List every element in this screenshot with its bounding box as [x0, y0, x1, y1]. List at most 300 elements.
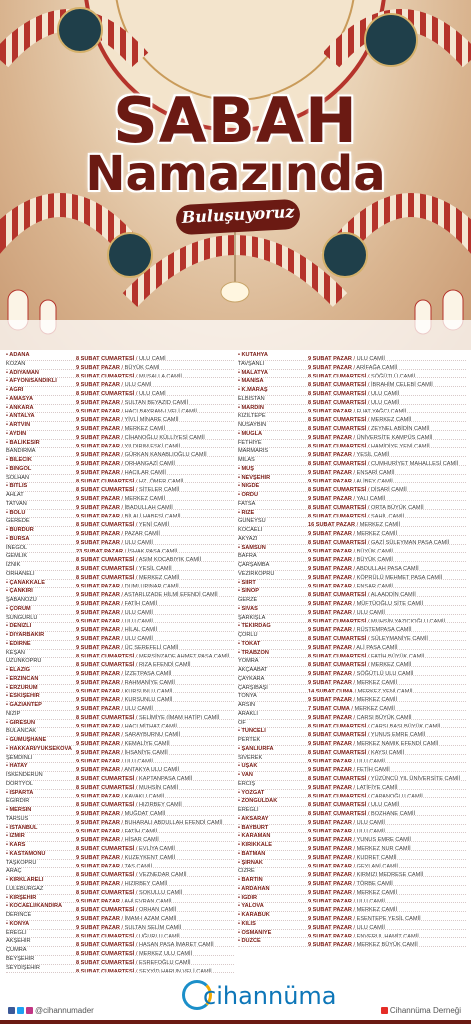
event-city: CİZRE	[238, 868, 255, 875]
event-separator: /	[351, 495, 357, 501]
event-separator: /	[119, 399, 125, 405]
event-date: 9 ŞUBAT PAZAR	[308, 478, 352, 484]
event-date: 9 ŞUBAT PAZAR	[76, 382, 120, 387]
instagram-icon	[26, 1007, 33, 1014]
event-date: 9 ŞUBAT PAZAR	[76, 539, 120, 545]
event-city: İNEGÖL	[6, 544, 28, 551]
event-date: 9 ŞUBAT PAZAR	[76, 767, 120, 772]
event-mosque: KEMALİYE CAMİİ	[124, 740, 170, 746]
event-separator: /	[351, 557, 357, 562]
event-city: VEZİRKÖPRÜ	[238, 570, 275, 577]
event-city: İZNİK	[6, 562, 21, 568]
event-row	[6, 588, 234, 597]
event-city: ARSİN	[238, 702, 256, 708]
event-date: 8 ŞUBAT CUMARTESİ	[308, 460, 367, 466]
event-date: 8 ŞUBAT CUMARTESİ	[308, 635, 367, 641]
event-date: 8 ŞUBAT CUMARTESİ	[308, 793, 367, 799]
event-city: ÇUMRA	[6, 947, 27, 953]
event-mosque: ABDULLAH PAŞA CAMİİ	[356, 565, 419, 571]
event-separator: /	[366, 382, 371, 387]
event-separator: /	[366, 653, 371, 659]
event-separator: /	[366, 732, 371, 737]
youtube-channel[interactable]	[381, 1006, 461, 1015]
event-mosque: ULU CAMİİ	[124, 635, 153, 641]
event-row	[238, 545, 466, 554]
event-separator: /	[119, 627, 125, 632]
event-separator: /	[351, 784, 357, 790]
event-row	[238, 492, 466, 501]
event-city: • KİLİS	[238, 920, 256, 927]
event-separator: /	[351, 600, 357, 606]
event-city: ŞEMDİNLİ	[6, 754, 33, 761]
event-date: 9 ŞUBAT PAZAR	[308, 469, 352, 475]
event-city: SOLHAN	[6, 474, 30, 481]
event-city: • HAKKARİ/YÜKSEKOVA	[6, 745, 72, 752]
event-mosque: ASIM KOCABIYIK CAMİİ	[138, 557, 202, 562]
event-separator: /	[119, 828, 125, 834]
event-row	[6, 623, 234, 632]
event-city: • ESKİŞEHİR	[6, 693, 40, 700]
social-handle[interactable]	[8, 1006, 94, 1015]
youtube-channel-text: Cihannüma Derneği	[389, 1006, 461, 1015]
event-date: 9 ŞUBAT PAZAR	[308, 907, 352, 912]
event-separator: /	[119, 793, 125, 799]
event-mosque: ASTARLIZADE HİLMİ EFENDİ CAMİİ	[124, 592, 218, 597]
event-mosque: İMAM-I AZAM CAMİİ	[124, 915, 177, 921]
event-date: 9 ŞUBAT PAZAR	[308, 583, 352, 589]
event-mosque: ŞAHİL CAMİİ	[371, 513, 405, 519]
event-city: LÜLEBURGAZ	[6, 885, 44, 892]
event-date: 8 ŞUBAT CUMARTESİ	[308, 732, 367, 737]
event-separator: /	[351, 933, 357, 939]
event-city: • MUŞ	[238, 465, 254, 472]
footer-bar	[0, 1020, 471, 1024]
event-date: 9 ŞUBAT PAZAR	[76, 732, 120, 737]
event-row	[6, 763, 234, 772]
event-city: EĞİRDİR	[6, 798, 30, 805]
event-city: • KIRŞEHİR	[6, 894, 37, 901]
event-date: 8 ŞUBAT CUMARTESİ	[76, 942, 135, 947]
event-city: • K.MARAŞ	[238, 387, 268, 393]
event-row	[6, 606, 234, 615]
event-date: 9 ŞUBAT PAZAR	[308, 898, 352, 904]
event-mosque: KAPTANPAŞA CAMİİ	[139, 775, 193, 781]
event-city: FETHİYE	[238, 439, 262, 446]
event-row	[6, 886, 234, 895]
event-row	[238, 685, 466, 694]
event-city: TAŞKÖPRÜ	[6, 859, 37, 866]
event-row	[6, 956, 234, 965]
event-mosque: ÇARŞI BÜYÜK CAMİİ	[356, 714, 412, 720]
event-separator: /	[351, 714, 357, 720]
event-row	[238, 851, 466, 860]
event-date: 9 ŞUBAT PAZAR	[76, 627, 120, 632]
event-row	[6, 693, 234, 702]
event-date: 9 ŞUBAT PAZAR	[308, 872, 352, 877]
event-date: 9 ŞUBAT PAZAR	[76, 452, 120, 457]
event-date: 9 ŞUBAT PAZAR	[76, 583, 120, 589]
event-date: 8 ŞUBAT CUMARTESİ	[76, 653, 135, 659]
event-row	[238, 903, 466, 912]
event-separator: /	[119, 863, 125, 869]
event-separator: /	[119, 452, 125, 457]
event-mosque: İBADULLAH CAMİİ	[124, 504, 173, 510]
event-separator: /	[352, 688, 358, 694]
event-row	[238, 632, 466, 641]
event-row	[6, 903, 234, 912]
event-mosque: ENSAR CAMİİ	[356, 583, 393, 589]
event-date: 9 ŞUBAT PAZAR	[308, 819, 352, 825]
event-mosque: MERSİNZADE AHMET PAŞA CAMİİ	[139, 653, 230, 659]
event-city: • ARTVİN	[6, 422, 31, 428]
event-separator: /	[119, 810, 125, 816]
event-mosque: ULU CAMİİ	[356, 898, 385, 904]
event-row	[238, 378, 466, 387]
event-city: • TRABZON	[238, 649, 269, 656]
event-city: AHLAT	[6, 492, 24, 498]
event-mosque: MERKEZ CAMİİ	[359, 522, 401, 527]
event-mosque: SEYYİD HARUN VELİ CAMİİ	[139, 968, 212, 974]
event-row	[238, 842, 466, 851]
event-date: 9 ŞUBAT PAZAR	[308, 837, 352, 842]
event-city: • MALATYA	[238, 369, 268, 376]
event-date: 8 ŞUBAT CUMARTESİ	[308, 504, 367, 510]
event-row	[238, 536, 466, 545]
event-row	[6, 396, 234, 405]
event-date: 9 ŞUBAT PAZAR	[76, 469, 120, 475]
event-city: KOZAN	[6, 360, 26, 367]
event-date: 8 ŞUBAT CUMARTESİ	[76, 714, 135, 720]
event-city: • BALIKESİR	[6, 439, 40, 446]
event-mosque: FUAT YAĞCI CAMİİ	[356, 408, 407, 414]
event-city: • SİNOP	[238, 588, 259, 595]
event-city: • ERZİNCAN	[6, 675, 39, 682]
event-city: SİVEREK	[238, 754, 263, 761]
event-date: 23 ŞUBAT PAZAR	[76, 548, 124, 554]
event-row	[238, 387, 466, 396]
event-date: 9 ŞUBAT PAZAR	[308, 670, 352, 676]
event-city: ÇARŞIBAŞI	[238, 684, 268, 691]
event-mosque: MUHSİN YAZICIOĞLU CAMİİ	[371, 618, 446, 624]
event-city: • ZONGULDAK	[238, 798, 278, 805]
event-separator: /	[134, 775, 139, 781]
event-mosque: RAHMANİYE CAMİİ	[124, 679, 175, 685]
event-row	[6, 947, 234, 956]
event-date: 8 ŞUBAT CUMARTESİ	[76, 355, 135, 361]
event-row	[238, 553, 466, 562]
event-mosque: TÖRBE CAMİİ	[356, 880, 393, 886]
event-city: • MANİSA	[238, 378, 264, 385]
event-mosque: BUHARALI ABDULLAH EFENDİ CAMİİ	[124, 819, 223, 825]
event-mosque: SELİMİYE (İMAM HATİP) CAMİİ	[139, 714, 220, 720]
event-city: • AYDIN	[6, 430, 27, 437]
event-city: • AMASYA	[6, 395, 34, 402]
event-date: 8 ŞUBAT CUMARTESİ	[308, 775, 367, 781]
event-city: GEREDE	[6, 518, 30, 525]
event-mosque: HACILAR CAMİİ	[124, 469, 166, 475]
event-city: ARAÇ	[6, 868, 22, 875]
event-separator: /	[351, 670, 357, 676]
event-date: 8 ŞUBAT CUMARTESİ	[308, 417, 367, 422]
event-city: • KARS	[6, 842, 26, 848]
event-separator: /	[351, 854, 357, 860]
event-mosque: YALI CAMİİ	[356, 495, 386, 501]
event-city: • OSMANİYE	[238, 929, 272, 936]
event-date: 8 ŞUBAT CUMARTESİ	[76, 478, 135, 484]
event-mosque: ÇAPANOĞLU CAMİİ	[371, 793, 423, 799]
event-row	[6, 842, 234, 851]
event-separator: /	[351, 872, 357, 877]
event-separator: /	[366, 460, 371, 466]
event-mosque: YEŞİL CAMİİ	[138, 565, 172, 571]
event-city: EREĞLİ	[238, 807, 259, 813]
event-separator: /	[119, 723, 125, 729]
event-row	[6, 413, 234, 422]
event-city: • BATMAN	[238, 850, 266, 857]
event-row	[238, 413, 466, 422]
event-separator: /	[351, 627, 357, 632]
event-mosque: ULU CAMİİ	[124, 539, 153, 545]
event-date: 9 ŞUBAT PAZAR	[76, 618, 120, 624]
event-city: • MARDİN	[238, 404, 264, 411]
event-mosque: KAYSI CAMİİ	[371, 749, 405, 755]
event-row	[6, 641, 234, 650]
event-city: TONYA	[238, 693, 257, 700]
event-separator: /	[366, 539, 371, 545]
event-date: 9 ŞUBAT PAZAR	[76, 697, 120, 702]
event-date: 8 ŞUBAT CUMARTESİ	[308, 749, 367, 755]
event-date: 8 ŞUBAT CUMARTESİ	[308, 539, 367, 545]
event-date: 8 ŞUBAT CUMARTESİ	[76, 907, 135, 912]
event-date: 9 ŞUBAT PAZAR	[308, 889, 352, 895]
event-city: • ANTALYA	[6, 413, 35, 420]
event-list	[6, 352, 466, 974]
event-mosque: MERKEZ CAMİİ	[371, 417, 412, 422]
event-city: • ŞIRNAK	[238, 859, 263, 866]
event-row	[238, 483, 466, 492]
event-separator: /	[119, 495, 125, 501]
event-date: 8 ŞUBAT CUMARTESİ	[76, 373, 135, 379]
event-date: 9 ŞUBAT PAZAR	[76, 810, 120, 816]
event-date: 8 ŞUBAT CUMARTESİ	[308, 810, 367, 816]
event-separator: /	[366, 592, 371, 597]
event-separator: /	[134, 942, 139, 947]
event-separator: /	[366, 775, 371, 781]
event-mosque: MERKEZ YENİ CAMİİ	[357, 688, 413, 694]
event-row	[6, 667, 234, 676]
event-mosque: ULU CAMİİ	[124, 705, 153, 711]
event-city: SEYDİŞEHİR	[6, 964, 40, 971]
subtitle-bulusuyoruz: Buluşuyoruz	[181, 202, 295, 227]
event-date: 9 ŞUBAT PAZAR	[308, 714, 352, 720]
event-date: 8 ŞUBAT CUMARTESİ	[76, 950, 135, 956]
event-date: 8 ŞUBAT CUMARTESİ	[308, 723, 367, 729]
event-mosque: SULTAN BEYAZID CAMİİ	[124, 399, 188, 405]
event-mosque: ULU CAMİ	[139, 355, 166, 361]
event-city: • ADIYAMAN	[6, 369, 39, 376]
event-date: 8 ŞUBAT CUMARTESİ	[76, 959, 135, 965]
event-city: • EDİRNE	[6, 640, 31, 647]
event-date: 8 ŞUBAT CUMARTESİ	[76, 565, 135, 571]
event-mosque: SÜLEYMANİYE CAMİİ	[371, 635, 428, 641]
event-separator: /	[119, 417, 125, 422]
event-city: KEŞAN	[6, 649, 25, 656]
event-city: • KARABÜK	[238, 912, 270, 918]
event-city: ÇARŞAMBA	[238, 562, 270, 568]
event-row	[238, 405, 466, 414]
event-mosque: ÜÇ ŞEREFELİ CAMİİ	[124, 644, 179, 650]
event-mosque: YİVLİ MİNARE CAMİİ	[124, 417, 179, 422]
event-row	[238, 693, 466, 702]
event-city: ELBİSTAN	[238, 395, 265, 402]
event-city: • İSTANBUL	[6, 824, 38, 831]
event-mosque: AHİ EVRAN CAMİİ	[124, 898, 172, 904]
event-separator: /	[351, 889, 357, 895]
event-separator: /	[351, 880, 357, 886]
event-row	[238, 518, 466, 527]
event-date: 8 ŞUBAT CUMARTESİ	[308, 425, 367, 431]
event-date: 9 ŞUBAT PAZAR	[308, 495, 352, 501]
event-row	[238, 746, 466, 755]
event-date: 9 ŞUBAT PAZAR	[308, 679, 352, 685]
event-mosque: YILDIRIM ESKİ CAMİİ	[124, 443, 181, 449]
event-row	[238, 448, 466, 457]
event-date: 8 ŞUBAT CUMARTESİ	[308, 802, 367, 807]
event-row	[6, 685, 234, 694]
event-mosque: HACI MİTHAT CAMİİ	[124, 723, 177, 729]
event-mosque: DUMLUPINAR CAMİİ	[124, 583, 179, 589]
event-date: 9 ŞUBAT PAZAR	[308, 452, 352, 457]
event-row	[6, 781, 234, 790]
event-mosque: İHSANİYE CAMİİ	[124, 749, 168, 755]
event-row	[238, 440, 466, 449]
event-mosque: ULU CAMİ	[124, 382, 152, 387]
event-city: • NİĞDE	[238, 483, 260, 490]
event-mosque: ULU CAMİİ	[356, 828, 385, 834]
event-date: 8 ŞUBAT CUMARTESİ	[308, 513, 367, 519]
event-city: OF	[238, 719, 246, 726]
event-city: SUNGURLU	[6, 614, 38, 621]
event-row	[6, 387, 234, 396]
event-date: 9 ŞUBAT PAZAR	[76, 609, 120, 615]
event-city: • VAN	[238, 772, 253, 778]
event-separator: /	[134, 959, 139, 965]
event-separator: /	[119, 583, 125, 589]
event-row	[238, 833, 466, 842]
event-row	[6, 851, 234, 860]
event-date: 9 ŞUBAT PAZAR	[308, 530, 352, 536]
event-city: • UŞAK	[238, 763, 258, 770]
event-separator: /	[119, 539, 125, 545]
event-row	[238, 466, 466, 475]
event-date: 8 ŞUBAT CUMARTESİ	[76, 390, 135, 396]
event-mosque: HZ. ÖMER CAMİİ	[139, 478, 184, 484]
event-date: 8 ŞUBAT CUMARTESİ	[76, 802, 135, 807]
event-mosque: MUSALLA CAMİİ	[139, 373, 182, 379]
event-city: • BURSA	[6, 535, 30, 542]
event-separator: /	[119, 880, 125, 886]
event-row	[238, 588, 466, 597]
event-mosque: ULU CAMİİ	[356, 924, 385, 930]
event-date: 9 ŞUBAT PAZAR	[308, 574, 352, 580]
event-row	[6, 466, 234, 475]
event-row	[238, 816, 466, 825]
event-row	[6, 475, 234, 484]
event-row	[238, 431, 466, 440]
event-list-right-column	[238, 352, 466, 947]
event-date: 7 ŞUBAT CUMA	[308, 705, 350, 711]
event-separator: /	[119, 915, 125, 921]
event-city: BEYŞEHİR	[6, 955, 35, 962]
event-separator: /	[351, 452, 357, 457]
event-mosque: EŞREFOĞLU CAMİİ	[139, 959, 191, 965]
event-city: • NEVŞEHİR	[238, 474, 271, 481]
event-mosque: MUHSİN CAMİİ	[139, 784, 179, 790]
event-city: ERCİŞ	[238, 780, 256, 787]
event-date: 8 ŞUBAT CUMARTESİ	[308, 592, 367, 597]
event-date: 9 ŞUBAT PAZAR	[76, 425, 120, 431]
event-separator: /	[119, 854, 125, 860]
event-date: 9 ŞUBAT PAZAR	[308, 915, 352, 921]
event-separator: /	[351, 609, 357, 615]
event-separator: /	[119, 364, 125, 370]
event-separator: /	[134, 845, 139, 851]
event-separator: /	[351, 898, 357, 904]
event-row	[6, 930, 234, 939]
event-date: 9 ŞUBAT PAZAR	[76, 915, 120, 921]
event-date: 9 ŞUBAT PAZAR	[76, 504, 120, 510]
event-date: 8 ŞUBAT CUMARTESİ	[308, 373, 367, 379]
event-separator: /	[119, 767, 125, 772]
event-separator: /	[134, 355, 139, 361]
event-date: 9 ŞUBAT PAZAR	[76, 364, 120, 370]
event-city: • DENİZLİ	[6, 623, 32, 630]
event-row	[6, 448, 234, 457]
event-row	[238, 860, 466, 869]
event-separator: /	[366, 425, 371, 431]
event-mosque: ULU CAMİİ	[124, 609, 153, 615]
event-row	[6, 545, 234, 554]
event-date: 9 ŞUBAT PAZAR	[308, 565, 352, 571]
event-date: 9 ŞUBAT PAZAR	[308, 600, 352, 606]
event-row	[238, 790, 466, 799]
mosque-ceiling-photo	[0, 0, 471, 350]
event-date: 9 ŞUBAT PAZAR	[76, 854, 120, 860]
event-row	[6, 938, 234, 947]
event-date: 8 ŞUBAT CUMARTESİ	[76, 522, 135, 527]
event-mosque: ULU CAMİİ	[124, 618, 153, 624]
event-separator: /	[366, 399, 371, 405]
event-separator: /	[134, 872, 139, 877]
event-city: • ŞANLIURFA	[238, 745, 274, 752]
event-mosque: MERKEZ CAMİİ	[356, 679, 397, 685]
event-mosque: KAVAKLI CAMİİ	[124, 793, 165, 799]
event-row	[6, 580, 234, 589]
event-row	[6, 728, 234, 737]
event-mosque: MERKEZ CAMİİ	[356, 697, 397, 702]
event-mosque: SULTAN SELİM CAMİİ	[124, 924, 182, 930]
event-city: • GİRESUN	[6, 719, 35, 726]
event-separator: /	[119, 670, 125, 676]
event-separator: /	[351, 942, 357, 947]
event-date: 8 ŞUBAT CUMARTESİ	[76, 872, 135, 877]
event-mosque: BÜYÜK CAMİ	[124, 364, 160, 370]
event-separator: /	[351, 819, 357, 825]
event-mosque: MERKEZ CAMİİ	[124, 425, 165, 431]
social-handle-text: @cihannumader	[35, 1006, 94, 1015]
event-row	[238, 755, 466, 764]
event-separator: /	[119, 740, 125, 746]
